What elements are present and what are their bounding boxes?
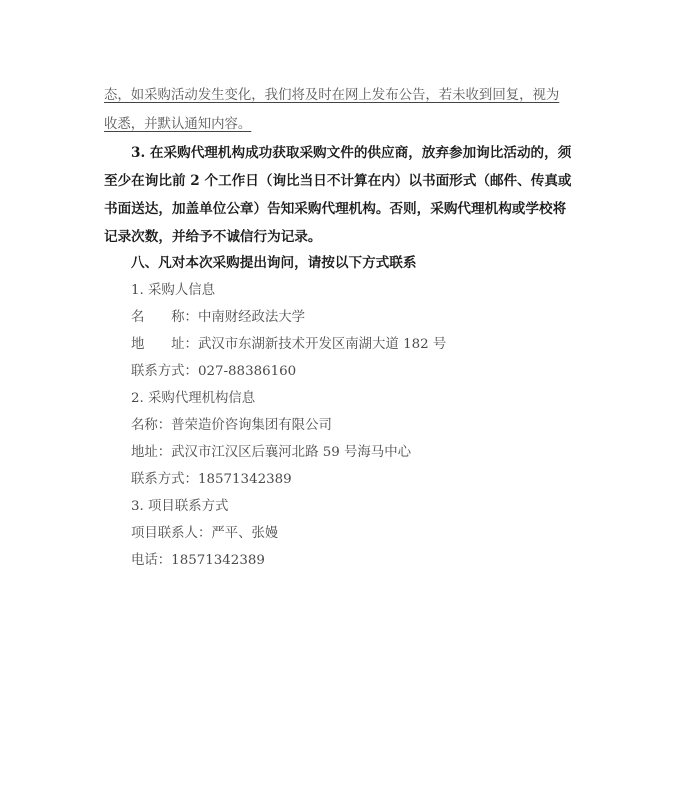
agency-name: 名称：普荣造价咨询集团有限公司 xyxy=(131,418,332,433)
purchaser-address: 地 址：武汉市东湖新技术开发区南湖大道 182 号 xyxy=(131,337,447,352)
agency-address: 地址：武汉市江汉区后襄河北路 59 号海马中心 xyxy=(131,445,411,460)
section-heading: 八、凡对本次采购提出询问，请按以下方式联系 xyxy=(131,255,417,271)
item3-line: 书面送达，加盖单位公章）告知采购代理机构。否则，采购代理机构或学校将 xyxy=(104,201,567,217)
paragraph-line: 收悉，并默认通知内容。 xyxy=(104,117,252,132)
purchaser-name: 名 称：中南财经政法大学 xyxy=(131,310,306,325)
agency-phone: 联系方式：18571342389 xyxy=(131,472,292,487)
purchaser-phone: 联系方式：027-88386160 xyxy=(131,364,297,379)
item3-line: 3. 在采购代理机构成功获取采购文件的供应商，放弃参加询比活动的，须 xyxy=(131,145,572,161)
item3-line: 记录次数，并给予不诚信行为记录。 xyxy=(104,229,322,245)
agency-heading: 2. 采购代理机构信息 xyxy=(131,391,256,406)
project-contact: 项目联系人：严平、张嫚 xyxy=(131,526,279,541)
item3-line: 至少在询比前 2 个工作日（询比当日不计算在内）以书面形式（邮件、传真或 xyxy=(104,173,572,189)
project-heading: 3. 项目联系方式 xyxy=(131,499,229,514)
purchaser-heading: 1. 采购人信息 xyxy=(131,283,215,298)
project-phone: 电话：18571342389 xyxy=(131,553,265,568)
paragraph-line: 态，如采购活动发生变化，我们将及时在网上发布公告，若未收到回复，视为 xyxy=(104,88,560,103)
